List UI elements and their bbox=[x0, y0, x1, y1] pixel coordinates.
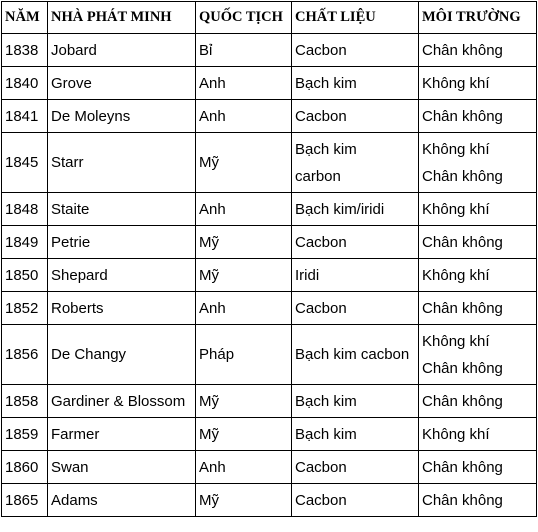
cell-environment bbox=[419, 193, 537, 226]
cell-material bbox=[292, 292, 419, 325]
cell-material bbox=[292, 259, 419, 292]
cell-inventor: Shepard bbox=[48, 259, 196, 292]
cell-year: 1848 bbox=[2, 193, 48, 226]
cell-material-line: Bạch kim bbox=[295, 425, 357, 443]
cell-year: 1841 bbox=[2, 100, 48, 133]
cell-environment bbox=[419, 418, 537, 451]
cell-environment-line: Không khí bbox=[422, 266, 490, 284]
cell-material-line: Iridi bbox=[295, 266, 320, 284]
cell-environment-line: Chân không bbox=[422, 299, 503, 317]
header-environment: MÔI TRƯỜNG bbox=[419, 2, 537, 34]
cell-material-line: Bạch kim bbox=[295, 74, 357, 92]
table-body bbox=[2, 34, 537, 517]
cell-environment bbox=[419, 292, 537, 325]
cell-nationality: Pháp bbox=[196, 325, 292, 385]
cell-material bbox=[292, 418, 419, 451]
table-row bbox=[2, 451, 537, 484]
cell-material bbox=[292, 100, 419, 133]
table-header-row bbox=[2, 2, 537, 34]
cell-inventor: Gardiner & Blossom bbox=[48, 385, 196, 418]
cell-environment-line: Không khí bbox=[422, 332, 490, 350]
cell-material-line: Cacbon bbox=[295, 458, 347, 476]
cell-nationality: Mỹ bbox=[196, 418, 292, 451]
cell-inventor: Jobard bbox=[48, 34, 196, 67]
cell-environment bbox=[419, 259, 537, 292]
table-row bbox=[2, 133, 537, 193]
cell-environment bbox=[419, 34, 537, 67]
cell-environment bbox=[419, 100, 537, 133]
cell-year: 1856 bbox=[2, 325, 48, 385]
cell-material-line: Bạch kim bbox=[295, 392, 357, 410]
table-row bbox=[2, 226, 537, 259]
cell-material-line: Bạch kim cacbon bbox=[295, 346, 410, 363]
table-row bbox=[2, 325, 537, 385]
cell-inventor: Starr bbox=[48, 133, 196, 193]
cell-environment-line: Chân không bbox=[422, 359, 503, 377]
cell-environment-line: Chân không bbox=[422, 233, 503, 251]
cell-environment bbox=[419, 451, 537, 484]
cell-nationality: Anh bbox=[196, 193, 292, 226]
cell-material-line: Bạch kim/iridi bbox=[295, 200, 385, 218]
cell-material-line: carbon bbox=[295, 167, 341, 185]
cell-nationality: Anh bbox=[196, 100, 292, 133]
cell-nationality: Anh bbox=[196, 292, 292, 325]
cell-environment bbox=[419, 67, 537, 100]
cell-material-line: Cacbon bbox=[295, 299, 347, 317]
cell-environment-line: Không khí bbox=[422, 140, 490, 158]
cell-inventor: Staite bbox=[48, 193, 196, 226]
cell-environment-line: Không khí bbox=[422, 200, 490, 218]
cell-environment bbox=[419, 226, 537, 259]
cell-environment-line: Chân không bbox=[422, 167, 503, 185]
table-row bbox=[2, 292, 537, 325]
header-inventor: NHÀ PHÁT MINH bbox=[48, 2, 196, 34]
header-year: NĂM bbox=[2, 2, 48, 34]
table-row bbox=[2, 67, 537, 100]
cell-environment bbox=[419, 325, 537, 385]
cell-material bbox=[292, 193, 419, 226]
inventors-table bbox=[1, 1, 537, 517]
cell-nationality: Mỹ bbox=[196, 226, 292, 259]
cell-year: 1858 bbox=[2, 385, 48, 418]
cell-inventor: Grove bbox=[48, 67, 196, 100]
cell-nationality: Mỹ bbox=[196, 385, 292, 418]
cell-nationality: Mỹ bbox=[196, 259, 292, 292]
cell-material bbox=[292, 133, 419, 193]
cell-year: 1849 bbox=[2, 226, 48, 259]
cell-inventor: Farmer bbox=[48, 418, 196, 451]
cell-material-line: Cacbon bbox=[295, 233, 347, 251]
cell-year: 1838 bbox=[2, 34, 48, 67]
cell-environment-line: Chân không bbox=[422, 392, 503, 410]
cell-environment bbox=[419, 133, 537, 193]
table-row bbox=[2, 193, 537, 226]
cell-year: 1860 bbox=[2, 451, 48, 484]
cell-nationality: Anh bbox=[196, 67, 292, 100]
cell-year: 1865 bbox=[2, 484, 48, 517]
cell-material-line: Cacbon bbox=[295, 41, 347, 59]
cell-environment bbox=[419, 385, 537, 418]
cell-environment-line: Chân không bbox=[422, 491, 503, 509]
cell-inventor: De Changy bbox=[48, 325, 196, 385]
header-material: CHẤT LIỆU bbox=[292, 2, 419, 34]
cell-environment-line: Không khí bbox=[422, 425, 490, 443]
cell-year: 1859 bbox=[2, 418, 48, 451]
table-row bbox=[2, 34, 537, 67]
cell-environment-line: Chân không bbox=[422, 458, 503, 476]
header-nationality: QUỐC TỊCH bbox=[196, 2, 292, 34]
cell-environment-line: Chân không bbox=[422, 41, 503, 59]
table-row bbox=[2, 259, 537, 292]
cell-nationality: Anh bbox=[196, 451, 292, 484]
cell-material bbox=[292, 67, 419, 100]
cell-year: 1840 bbox=[2, 67, 48, 100]
cell-nationality: Mỹ bbox=[196, 484, 292, 517]
cell-material-line: Cacbon bbox=[295, 107, 347, 125]
cell-inventor: Roberts bbox=[48, 292, 196, 325]
cell-inventor: Swan bbox=[48, 451, 196, 484]
cell-material bbox=[292, 385, 419, 418]
cell-inventor: De Moleyns bbox=[48, 100, 196, 133]
table-row bbox=[2, 385, 537, 418]
cell-inventor: Adams bbox=[48, 484, 196, 517]
cell-material bbox=[292, 325, 419, 385]
cell-environment-line: Chân không bbox=[422, 107, 503, 125]
cell-year: 1852 bbox=[2, 292, 48, 325]
cell-year: 1845 bbox=[2, 133, 48, 193]
cell-material-line: Bạch kim bbox=[295, 140, 357, 158]
cell-nationality: Mỹ bbox=[196, 133, 292, 193]
cell-nationality: Bỉ bbox=[196, 34, 292, 67]
table-row bbox=[2, 100, 537, 133]
table-row bbox=[2, 484, 537, 517]
cell-material bbox=[292, 484, 419, 517]
cell-inventor: Petrie bbox=[48, 226, 196, 259]
cell-material bbox=[292, 226, 419, 259]
cell-material bbox=[292, 451, 419, 484]
cell-year: 1850 bbox=[2, 259, 48, 292]
cell-material-line: Cacbon bbox=[295, 491, 347, 509]
cell-environment-line: Không khí bbox=[422, 74, 490, 92]
cell-environment bbox=[419, 484, 537, 517]
table-row bbox=[2, 418, 537, 451]
cell-material bbox=[292, 34, 419, 67]
